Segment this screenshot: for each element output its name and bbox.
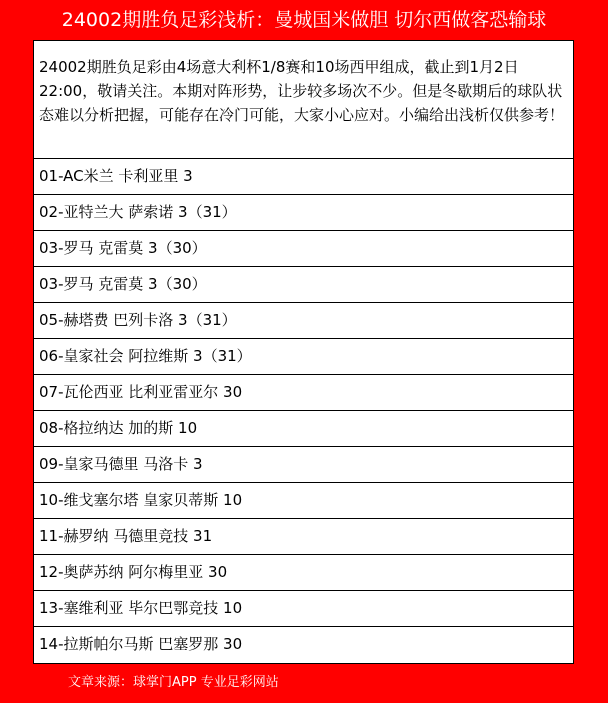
intro-paragraph: 24002期胜负足彩由4场意大利杯1/8赛和10场西甲组成，截止到1月2日22:00，敬请关注。本期对阵形势，让步较多场次不少。但是冬歇期后的球队状态难以分析把握，可能存在冷门可能，大家小心应对。小编给出浅析仅供参考！ [34, 41, 573, 159]
match-row-06: 06-皇家社会 阿拉维斯 3（31） [34, 339, 573, 375]
match-row-13: 13-塞维利亚 毕尔巴鄂竞技 10 [34, 591, 573, 627]
match-row-10: 10-维戈塞尔塔 皇家贝蒂斯 10 [34, 483, 573, 519]
match-row-11: 11-赫罗纳 马德里竞技 31 [34, 519, 573, 555]
match-row-04: 03-罗马 克雷莫 3（30） [34, 267, 573, 303]
match-row-02: 02-亚特兰大 萨索诺 3（31） [34, 195, 573, 231]
match-row-14: 14-拉斯帕尔马斯 巴塞罗那 30 [39, 635, 243, 653]
page-title: 24002期胜负足彩浅析：曼城国米做胆 切尔西做客恐输球 [61, 9, 547, 31]
content-panel [33, 40, 574, 664]
match-row-08: 08-格拉纳达 加的斯 10 [34, 411, 573, 447]
match-row-01: 01-AC米兰 卡利亚里 3 [34, 159, 573, 195]
match-row-03: 03-罗马 克雷莫 3（30） [34, 231, 573, 267]
match-row-12: 12-奥萨苏纳 阿尔梅里亚 30 [34, 555, 573, 591]
match-row-05: 05-赫塔费 巴列卡洛 3（31） [34, 303, 573, 339]
match-row-07: 07-瓦伦西亚 比利亚雷亚尔 30 [34, 375, 573, 411]
match-row-09: 09-皇家马德里 马洛卡 3 [34, 447, 573, 483]
source-footer: 文章来源：球掌门APP 专业足彩网站 [68, 675, 279, 690]
